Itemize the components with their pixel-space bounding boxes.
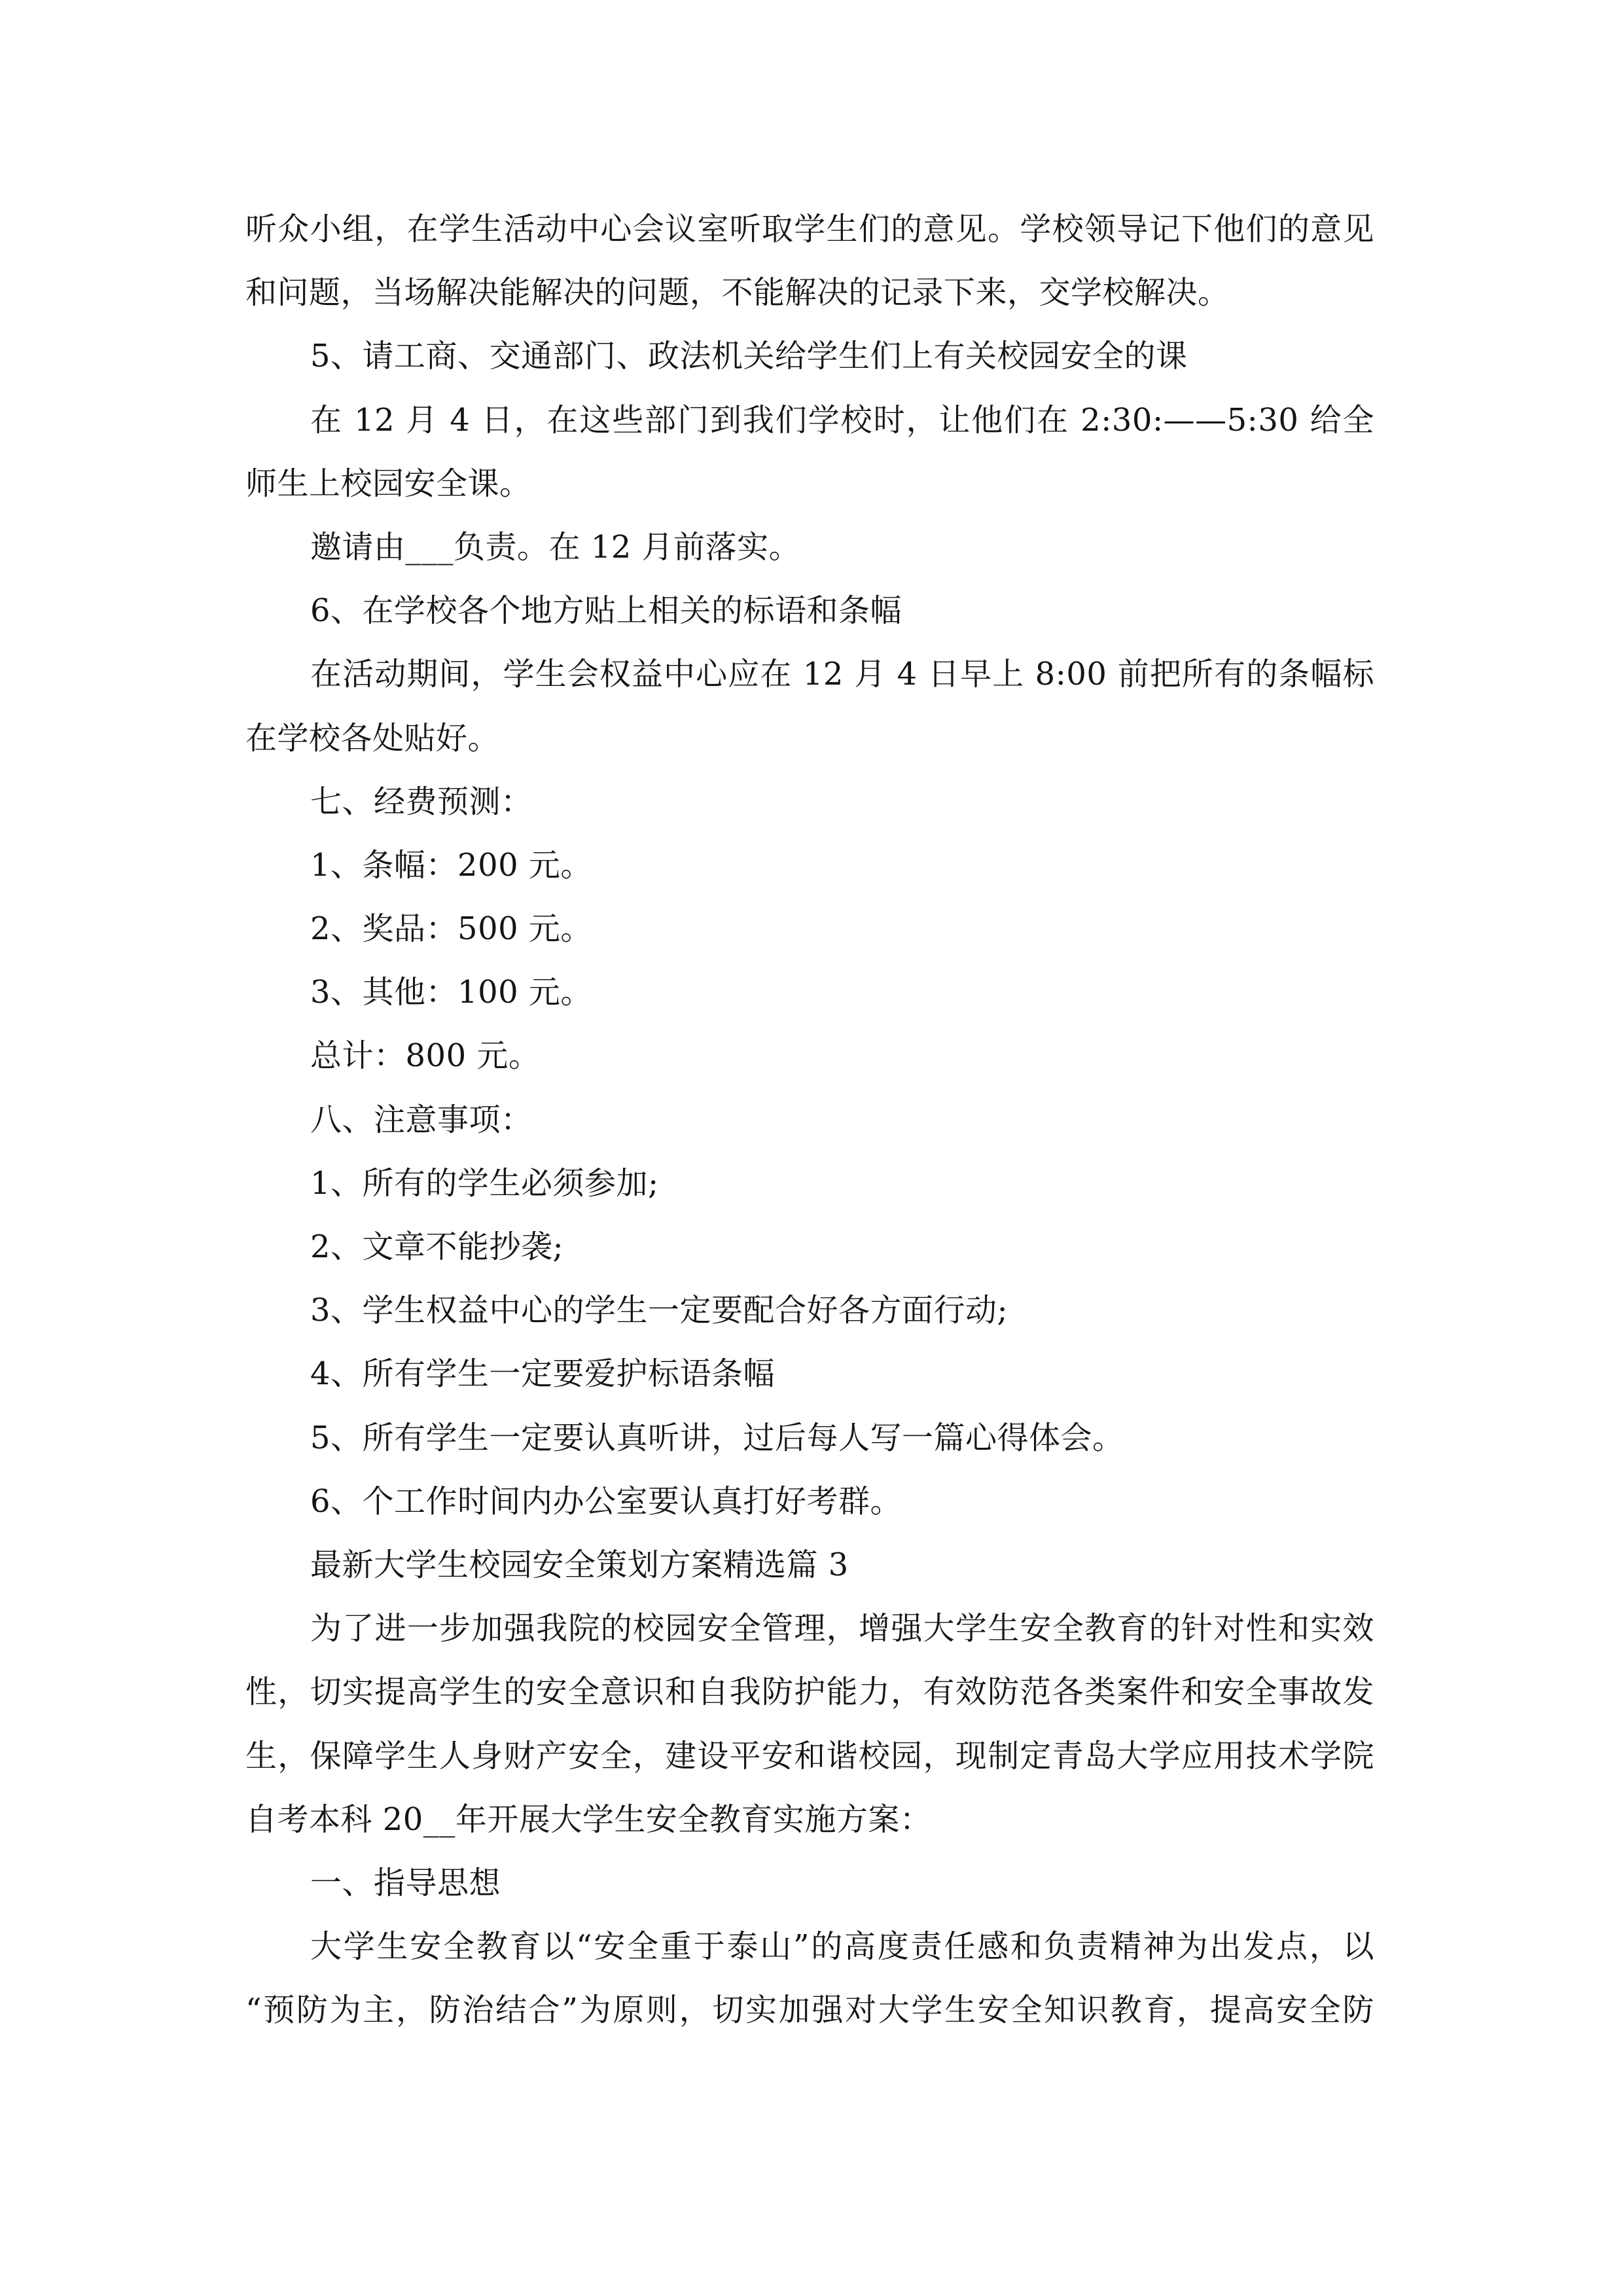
list-item: 1、所有的学生必须参加; bbox=[310, 1164, 659, 1202]
list-item: 2、奖品：500 元。 bbox=[310, 910, 592, 948]
text-line: 为了进一步加强我院的校园安全管理，增强大学生安全教育的针对性和实效 bbox=[310, 1610, 1374, 1647]
list-item: 2、文章不能抄袭; bbox=[310, 1229, 564, 1265]
text-line: 和问题，当场解决能解决的问题，不能解决的记录下来，交学校解决。 bbox=[245, 274, 1230, 312]
text-line: 在 12 月 4 日，在这些部门到我们学校时，让他们在 2:30:——5:30 给全 bbox=[310, 401, 1374, 439]
text-line: 性，切实提高学生的安全意识和自我防护能力，有效防范各类案件和安全事故发 bbox=[245, 1674, 1374, 1711]
text-line: 师生上校园安全课。 bbox=[245, 465, 531, 502]
list-item: 6、个工作时间内办公室要认真打好考群。 bbox=[310, 1482, 902, 1520]
section-heading: 七、经费预测： bbox=[310, 783, 533, 820]
text-line: 自考本科 20__年开展大学生安全教育实施方案： bbox=[245, 1801, 932, 1838]
section-heading: 八、注意事项： bbox=[310, 1101, 533, 1138]
list-item: 5、所有学生一定要认真听讲，过后每人写一篇心得体会。 bbox=[310, 1419, 1124, 1456]
text-line: 在活动期间，学生会权益中心应在 12 月 4 日早上 8:00 前把所有的条幅标 bbox=[310, 656, 1374, 693]
text-line: 生，保障学生人身财产安全，建设平安和谐校园，现制定青岛大学应用技术学院 bbox=[245, 1737, 1374, 1774]
body-text bbox=[245, 198, 1374, 2042]
section-item: 6、在学校各个地方贴上相关的标语和条幅 bbox=[310, 592, 902, 630]
total-line: 总计：800 元。 bbox=[310, 1037, 541, 1075]
section-heading: 一、指导思想 bbox=[310, 1864, 501, 1901]
text-line: 听众小组，在学生活动中心会议室听取学生们的意见。学校领导记下他们的意见 bbox=[245, 211, 1374, 247]
text-line: 大学生安全教育以“安全重于泰山”的高度责任感和负责精神为出发点，以 bbox=[310, 1928, 1374, 1965]
text-line: “预防为主，防治结合”为原则，切实加强对大学生安全知识教育，提高安全防 bbox=[245, 1992, 1374, 2029]
list-item: 3、学生权益中心的学生一定要配合好各方面行动; bbox=[310, 1292, 1008, 1329]
list-item: 3、其他：100 元。 bbox=[310, 974, 592, 1011]
list-item: 4、所有学生一定要爱护标语条幅 bbox=[310, 1355, 776, 1393]
text-line: 邀请由___负责。在 12 月前落实。 bbox=[310, 528, 801, 565]
list-item: 1、条幅：200 元。 bbox=[310, 846, 592, 884]
text-line: 在学校各处贴好。 bbox=[245, 719, 500, 757]
section-item: 5、请工商、交通部门、政法机关给学生们上有关校园安全的课 bbox=[310, 338, 1188, 375]
article-title: 最新大学生校园安全策划方案精选篇 3 bbox=[310, 1546, 849, 1583]
